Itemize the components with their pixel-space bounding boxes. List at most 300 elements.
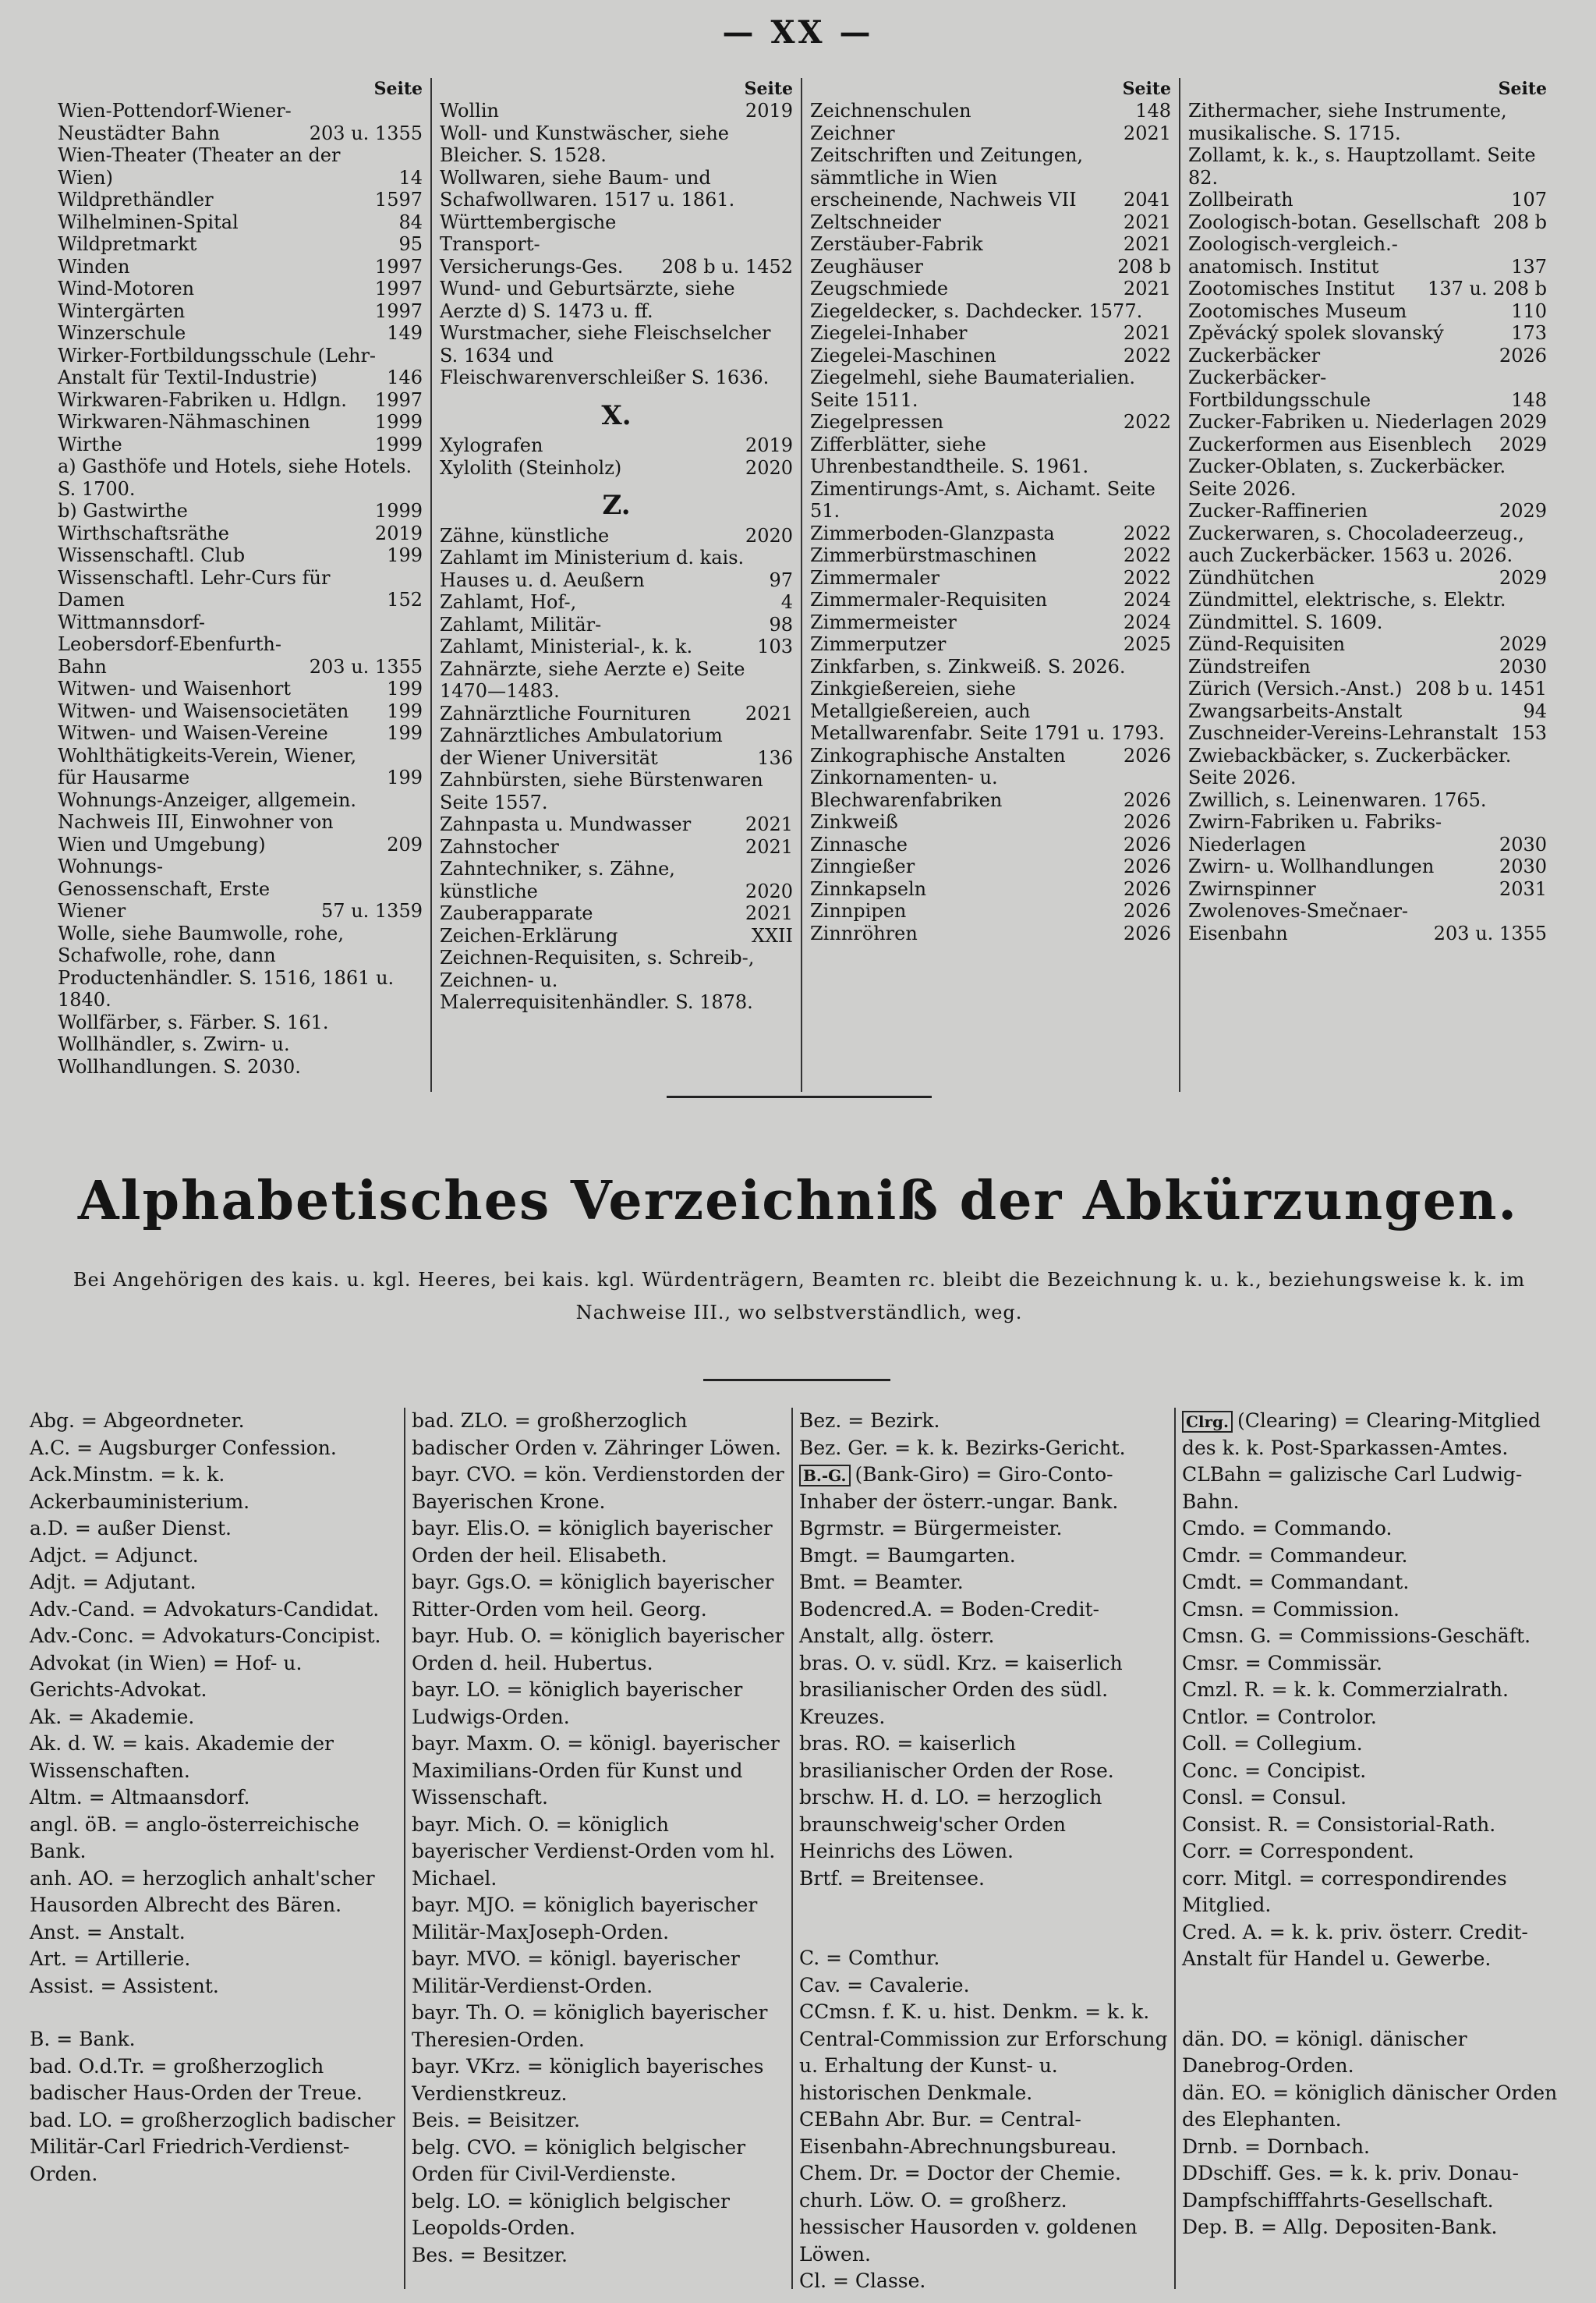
index-entry [810, 233, 1171, 256]
abbreviation-entry [1182, 1919, 1569, 1973]
entry-term: Witwen- und Waisen-Vereine [58, 722, 328, 744]
abbreviation-text: bayr. Hub. O. = königlich bayerischer Orden d. heil. Hubertus. [412, 1625, 784, 1674]
abbreviation-entry [30, 1812, 398, 1865]
abbreviation-entry [799, 1945, 1168, 1972]
abbreviation-entry [1182, 2134, 1569, 2161]
letter-heading: X. [601, 399, 632, 431]
abbreviation-text: Bes. = Besitzer. [412, 2243, 568, 2266]
abbreviation-text: Ak. = Akademie. [30, 1705, 195, 1728]
entry-term: Wildpretmarkt [58, 233, 197, 255]
entry-term: Zürich (Versich.-Anst.) [1188, 678, 1403, 700]
entry-term: Wollhändler, s. Zwirn- u. Wollhandlungen. S. 2030. [58, 1033, 301, 1078]
entry-page: 2029 [1499, 411, 1547, 433]
abbreviation-entry [412, 1569, 785, 1623]
abbreviation-text: bayr. LO. = königlich bayerischer Ludwigs-Orden. [412, 1678, 743, 1728]
entry-term: Zahlamt, Militär- [440, 613, 602, 636]
abbreviation-text: Cred. A. = k. k. priv. österr. Credit-Anstalt für Handel u. Gewerbe. [1182, 1920, 1528, 1970]
spacer [1182, 1973, 1569, 2000]
entry-term: Wind-Motoren [58, 278, 195, 299]
abbreviation-text: Cmdo. = Commando. [1182, 1517, 1393, 1539]
abbreviation-text: belg. LO. = königlich belgischer Leopolds-Orden. [412, 2189, 730, 2239]
entry-term: Zündmittel, elektrische, s. Elektr. Zündmittel. S. 1609. [1188, 589, 1506, 633]
entry-term: Wohnungs-Genossenschaft, Erste Wiener [58, 856, 271, 922]
entry-term: Wissenschaftl. Club [58, 544, 246, 566]
abbreviation-text: Adjct. = Adjunct. [30, 1543, 199, 1567]
index-entry [1188, 656, 1547, 678]
entry-page: 2025 [1123, 633, 1171, 655]
index-entry [810, 478, 1171, 523]
entry-term: Zwirnspinner [1188, 877, 1316, 900]
entry-term: Zeltschneider [810, 211, 941, 233]
abbreviation-text: bayr. Elis.O. = königlich bayerischer Orden der heil. Elisabeth. [412, 1517, 773, 1567]
entry-term: Zerstäuber-Fabrik [810, 233, 983, 255]
spacer [799, 1919, 1168, 1945]
index-entry [810, 544, 1171, 567]
entry-term: Zeichner [810, 122, 895, 144]
entry-page: 2041 [1123, 189, 1171, 211]
index-entry [1188, 633, 1547, 656]
entry-term: Zahntechniker, s. Zähne, künstliche [440, 858, 675, 902]
abbreviation-text: Adv.-Cand. = Advokaturs-Candidat. [30, 1597, 380, 1621]
section-divider-top [667, 1096, 932, 1098]
abbreviation-entry [799, 1515, 1168, 1543]
entry-page: 14 [398, 166, 423, 189]
entry-term: Ziegelei-Inhaber [810, 322, 968, 344]
entry-term: Wien-Theater (Theater an der Wien) [58, 144, 341, 189]
abbreviation-text: anh. AO. = herzoglich anhalt'scher Hausorden Albrecht des Bären. [30, 1866, 375, 1916]
entry-term: Zinnasche [810, 833, 908, 856]
abbreviation-text: Bez. = Bezirk. [799, 1409, 940, 1432]
entry-page: 136 [757, 746, 793, 769]
boxed-abbreviation: Clrg. [1182, 1411, 1233, 1433]
entry-page: 2022 [1123, 411, 1171, 433]
entry-term: Witwen- und Waisenhort [58, 678, 291, 700]
index-entry [58, 923, 423, 1012]
index-entry [440, 858, 793, 902]
abbreviation-entry [1182, 1812, 1569, 1839]
abbreviation-entry [412, 2135, 785, 2188]
entry-term: Zimmerputzer [810, 633, 947, 655]
entry-term: Zahnpasta u. Mundwasser [440, 813, 692, 835]
index-entry [440, 925, 793, 948]
entry-term: Zimmermaler-Requisiten [810, 589, 1048, 611]
index-entry [1188, 900, 1547, 944]
abbreviation-text: bras. RO. = kaiserlich brasilianischer Orden der Rose. [799, 1732, 1114, 1782]
index-entry [810, 523, 1171, 545]
entry-term: Zeichen-Erklärung [440, 924, 618, 947]
abbreviation-text: CEBahn Abr. Bur. = Central-Eisenbahn-Abrechnungsbureau. [799, 2108, 1117, 2158]
entry-page: 98 [769, 613, 793, 636]
index-entry [440, 836, 793, 859]
entry-term: Zeichnen-Requisiten, s. Schreib-, Zeichnen- u. Malerrequisitenhändler. S. 1878. [440, 947, 755, 1013]
abbreviation-entry [1182, 2160, 1569, 2214]
entry-page: 203 u. 1355 [309, 655, 423, 678]
entry-page: 2026 [1499, 344, 1547, 367]
abbreviation-text: B. = Bank. [30, 2028, 136, 2050]
abbreviation-entry [1182, 1462, 1569, 1515]
entry-term: Zimentirungs-Amt, s. Aichamt. Seite 51. [810, 477, 1155, 522]
index-entry [1188, 722, 1547, 745]
entry-page: 2029 [1499, 633, 1547, 655]
entry-page: XXII [751, 924, 793, 947]
index-entry [810, 300, 1171, 323]
abbreviation-text: Adjt. = Adjutant. [30, 1571, 196, 1593]
abbreviation-entry [412, 2188, 785, 2242]
abbreviation-entry [30, 1462, 398, 1515]
entry-term: Winzerschule [58, 322, 186, 344]
entry-page: 2026 [1123, 922, 1171, 944]
abbreviation-entry [30, 1704, 398, 1731]
entry-page: 208 b u. 1451 [1415, 678, 1547, 700]
abbreviation-entry [412, 2053, 785, 2107]
entry-page: 1999 [374, 500, 423, 522]
index-entry [440, 322, 793, 389]
entry-page: 2026 [1123, 811, 1171, 833]
index-entry [58, 345, 423, 389]
entry-page: 199 [387, 722, 423, 744]
index-entry [1188, 278, 1547, 300]
entry-term: Zauberapparate [440, 902, 593, 924]
entry-term: Zündhütchen [1188, 566, 1315, 589]
abbreviation-text: corr. Mitgl. = correspondirendes Mitglied. [1182, 1866, 1507, 1916]
index-entry [440, 525, 793, 547]
entry-page: 2026 [1123, 877, 1171, 900]
entry-page: 2026 [1123, 856, 1171, 877]
entry-term: Zuschneider-Vereins-Lehranstalt [1188, 722, 1499, 744]
entry-page: 1597 [374, 189, 423, 211]
index-entry [58, 856, 423, 923]
abbreviations-column-2 [405, 1408, 793, 2289]
abbreviation-entry [1182, 1731, 1569, 1758]
index-entry [440, 100, 793, 122]
index-entry [810, 633, 1171, 656]
abbreviation-entry [1182, 1650, 1569, 1678]
index-entry [58, 678, 423, 700]
abbreviation-text: Abg. = Abgeordneter. [30, 1409, 245, 1432]
entry-page: 2021 [1123, 278, 1171, 299]
boxed-abbreviation: B.-G. [799, 1465, 851, 1486]
abbreviation-entry [30, 1515, 398, 1543]
index-column-2 [432, 78, 802, 1092]
entry-page: 2029 [1499, 566, 1547, 589]
index-entry [440, 122, 793, 167]
abbreviation-entry [412, 1515, 785, 1569]
index-entry [440, 769, 793, 813]
entry-term: Zucker-Raffinerien [1188, 500, 1368, 522]
abbreviation-text: Cmzl. R. = k. k. Commerzialrath. [1182, 1678, 1509, 1701]
abbreviation-entry [799, 1999, 1168, 2106]
abbreviation-entry [30, 1865, 398, 1919]
abbreviation-entry [799, 1865, 1168, 1893]
abbreviation-entry [30, 2026, 398, 2053]
entry-page: 199 [387, 678, 423, 700]
index-entry [810, 322, 1171, 345]
index-entry [58, 322, 423, 345]
abbreviation-text: Cmdr. = Commandeur. [1182, 1543, 1408, 1567]
entry-term: Witwen- und Waisensocietäten [58, 700, 349, 722]
index-entry [810, 567, 1171, 590]
index-entry [58, 745, 423, 789]
entry-term: Wittmannsdorf-Leobersdorf-Ebenfurth-Bahn [58, 611, 281, 678]
abbreviation-text: Ak. d. W. = kais. Akademie der Wissenschaften. [30, 1732, 334, 1782]
entry-term: Wirker-Fortbildungsschule (Lehr-Anstalt für Textil-Industrie) [58, 344, 377, 388]
index-entry [58, 389, 423, 412]
index-entry [58, 1012, 423, 1034]
abbreviations-column-1 [23, 1408, 405, 2289]
entry-term: Wilhelminen-Spital [58, 211, 239, 233]
index-entry [58, 211, 423, 234]
abbreviation-text: (Bank-Giro) = Giro-Conto-Inhaber der österr.-ungar. Bank. [799, 1463, 1119, 1513]
entry-term: Zeugschmiede [810, 278, 949, 299]
index-entry [1188, 523, 1547, 567]
abbreviation-text: Chem. Dr. = Doctor der Chemie. [799, 2162, 1121, 2184]
entry-term: Zifferblätter, siehe Uhrenbestandtheile. S. 1961. [810, 433, 1089, 477]
entry-term: Zünd-Requisiten [1188, 633, 1346, 655]
abbreviation-text: Cl. = Classe. [799, 2269, 926, 2292]
abbreviation-entry [1182, 2214, 1569, 2241]
entry-term: Zinkornamenten- u. Blechwarenfabriken [810, 767, 1003, 811]
index-entry [440, 547, 793, 591]
index-entry [58, 434, 423, 456]
abbreviation-text: bad. ZLO. = großherzoglich badischer Orden v. Zähringer Löwen. [412, 1409, 781, 1459]
abbreviation-entry [412, 1462, 785, 1515]
abbreviation-text: Advokat (in Wien) = Hof- u. Gerichts-Advokat. [30, 1651, 303, 1701]
entry-term: Zpěvácký spolek slovanský [1188, 322, 1444, 344]
abbreviation-text: A.C. = Augsburger Confession. [30, 1436, 337, 1459]
entry-page: 2022 [1123, 566, 1171, 589]
entry-page: 1997 [374, 388, 423, 411]
entry-term: Zündstreifen [1188, 655, 1311, 678]
abbreviation-entry [412, 1677, 785, 1731]
abbreviation-entry [30, 1435, 398, 1462]
abbreviation-entry [799, 1784, 1168, 1865]
entry-page: 2019 [745, 434, 793, 456]
entry-term: Zinnpipen [810, 900, 907, 922]
entry-page: 1999 [374, 411, 423, 433]
abbreviations-column-3 [793, 1408, 1176, 2292]
entry-term: Zwangsarbeits-Anstalt [1188, 700, 1403, 722]
index-entry [810, 278, 1171, 300]
section-divider-middle [703, 1379, 890, 1381]
abbreviation-text: bayr. Ggs.O. = königlich bayerischer Ritter-Orden vom heil. Georg. [412, 1571, 774, 1621]
entry-term: Zahnbürsten, siehe Bürstenwaren Seite 1557. [440, 769, 763, 813]
abbreviation-text: Bmt. = Beamter. [799, 1571, 964, 1593]
abbreviation-entry [799, 1462, 1168, 1515]
entry-page: 2021 [1123, 233, 1171, 255]
entry-term: Zinngießer [810, 856, 915, 877]
index-column-3 [802, 78, 1180, 1092]
index-entry [1188, 789, 1547, 812]
entry-page: 2021 [1123, 211, 1171, 233]
entry-term: Zuckerformen aus Eisenblech [1188, 433, 1472, 455]
index-entry [58, 722, 423, 745]
entry-term: Zahlamt, Hof-, [440, 591, 577, 613]
entry-term: Zeichnenschulen [810, 100, 971, 122]
entry-term: Zinnkapseln [810, 877, 927, 900]
abbreviation-entry [30, 1973, 398, 2000]
index-entry [1188, 589, 1547, 633]
abbreviation-entry [412, 2242, 785, 2269]
abbreviation-text: C. = Comthur. [799, 1947, 940, 1969]
abbreviation-text: bayr. CVO. = kön. Verdienstorden der Bayerischen Krone. [412, 1463, 784, 1513]
entry-page: 153 [1511, 722, 1547, 744]
index-entry [58, 455, 423, 500]
abbreviation-text: bad. LO. = großherzoglich badischer Militär-Carl Friedrich-Verdienst-Orden. [30, 2108, 395, 2185]
abbreviation-text: Anst. = Anstalt. [30, 1920, 186, 1943]
entry-term: Zähne, künstliche [440, 524, 610, 547]
index-entry [1188, 345, 1547, 367]
abbreviation-entry [30, 2053, 398, 2107]
entry-term: Zwirn- u. Wollhandlungen [1188, 856, 1435, 877]
index-entry [58, 523, 423, 545]
abbreviation-text: Brtf. = Breitensee. [799, 1866, 985, 1890]
abbreviation-entry [30, 1731, 398, 1784]
abbreviation-entry [799, 2268, 1168, 2295]
entry-term: Wirkwaren-Fabriken u. Hdlgn. [58, 388, 347, 411]
seite-label: Seite [373, 79, 423, 99]
entry-page: 2022 [1123, 344, 1171, 367]
entry-term: Wirkwaren-Nähmaschinen [58, 411, 310, 433]
abbreviation-text: Coll. = Collegium. [1182, 1732, 1363, 1755]
abbreviation-entry [799, 1569, 1168, 1596]
index-entry [58, 700, 423, 723]
abbreviation-entry [799, 1408, 1168, 1435]
entry-page: 1999 [374, 433, 423, 455]
entry-page: 97 [769, 569, 793, 591]
spacer [799, 1892, 1168, 1919]
index-entry [1188, 856, 1547, 878]
entry-term: Wirthe [58, 433, 122, 455]
entry-page: 2019 [745, 100, 793, 122]
index-entry [810, 745, 1171, 767]
entry-page: 107 [1511, 189, 1547, 211]
entry-page: 2024 [1123, 611, 1171, 633]
abbreviation-text: angl. öB. = anglo-österreichische Bank. [30, 1812, 359, 1862]
entry-page: 2022 [1123, 522, 1171, 544]
index-entry [440, 947, 793, 1014]
entry-term: a) Gasthöfe und Hotels, siehe Hotels. S. 1700. [58, 455, 412, 500]
entry-term: Zahnärztliches Ambulatorium der Wiener Universität [440, 725, 723, 769]
entry-page: 94 [1523, 700, 1547, 722]
index-entry [58, 144, 423, 189]
entry-term: Zahlamt im Ministerium d. kais. Hauses u. d. Aeußern [440, 547, 745, 591]
entry-page: 2021 [1123, 322, 1171, 344]
entry-term: Ziegelmehl, siehe Baumaterialien. Seite 1511. [810, 367, 1136, 411]
abbreviation-entry [30, 2107, 398, 2188]
entry-page: 137 u. 208 b [1428, 278, 1547, 299]
abbreviation-text: Cmsn. = Commission. [1182, 1597, 1400, 1621]
entry-term: Ziegeldecker, s. Dachdecker. 1577. [810, 299, 1143, 322]
index-entry [1188, 455, 1547, 500]
abbreviation-text: Assist. = Assistent. [30, 1974, 219, 1997]
abbreviation-entry [1182, 2026, 1569, 2080]
index-entry [810, 923, 1171, 945]
entry-page: 152 [387, 589, 423, 611]
index-entry [1188, 500, 1547, 523]
entry-term: Zinkfarben, s. Zinkweiß. S. 2026. [810, 655, 1126, 678]
entry-term: Zinkweiß [810, 811, 898, 833]
abbreviation-text: belg. CVO. = königlich belgischer Orden für Civil-Verdienste. [412, 2135, 746, 2185]
index-entry [58, 300, 423, 323]
abbreviation-entry [1182, 1677, 1569, 1704]
abbreviation-entry [412, 1408, 785, 1462]
index-entry [1188, 211, 1547, 234]
index-column-4 [1180, 78, 1555, 1092]
index-entry [810, 811, 1171, 834]
index-entry [810, 900, 1171, 923]
abbreviation-text: bad. O.d.Tr. = großherzoglich badischer Haus-Orden der Treue. [30, 2054, 363, 2104]
abbreviations-title: Alphabetisches Verzeichniß der Abkürzungen. [77, 1170, 1519, 1232]
entry-page: 1997 [374, 299, 423, 322]
abbreviation-entry [30, 1408, 398, 1435]
seite-label: Seite [1122, 79, 1171, 99]
entry-page: 199 [387, 544, 423, 566]
index-entry [440, 457, 793, 480]
entry-page: 173 [1511, 322, 1547, 344]
index-entry [58, 189, 423, 211]
entry-term: Wollin [440, 100, 499, 122]
index-entry [1188, 745, 1547, 789]
abbreviation-text: Consl. = Consul. [1182, 1786, 1347, 1809]
entry-page: 203 u. 1355 [1433, 922, 1547, 944]
abbreviations-intro: Bei Angehörigen des kais. u. kgl. Heeres, bei kais. kgl. Würdenträgern, Beamten rc. bleibt die Bezeichnung k. u. k., beziehungsweise k. k. im Nachweise III., wo selbstverständlich, weg. [73, 1269, 1526, 1323]
entry-page: 2020 [745, 880, 793, 902]
abbreviation-entry [799, 1972, 1168, 2000]
index-column-1 [50, 78, 432, 1092]
abbreviation-entry [1182, 1569, 1569, 1596]
abbreviation-text: Altm. = Altmaansdorf. [30, 1786, 250, 1809]
entry-term: Zuckerbäcker-Fortbildungsschule [1188, 367, 1371, 411]
abbreviation-text: bayr. Th. O. = königlich bayerischer Theresien-Orden. [412, 2001, 768, 2051]
entry-term: Zwillich, s. Leinenwaren. 1765. [1188, 788, 1487, 811]
index-entry [1188, 878, 1547, 901]
abbreviation-text: bayr. Mich. O. = königlich bayerischer Verdienst-Orden vom hl. Michael. [412, 1812, 776, 1890]
entry-page: 2021 [745, 902, 793, 924]
entry-term: Zithermacher, siehe Instrumente, musikalische. S. 1715. [1188, 100, 1507, 144]
abbreviation-text: churh. Löw. O. = großherz. hessischer Hausorden v. goldenen Löwen. [799, 2188, 1138, 2266]
abbreviation-entry [1182, 1543, 1569, 1570]
entry-term: Zinkgießereien, siehe Metallgießereien, auch Metallwarenfabr. Seite 1791 u. 1793. [810, 678, 1165, 744]
index-entry [440, 703, 793, 725]
abbreviation-text: Conc. = Concipist. [1182, 1759, 1367, 1782]
entry-term: Wohnungs-Anzeiger, allgemein. Nachweis III, Einwohner von Wien und Umgebung) [58, 788, 357, 856]
index-entry [810, 834, 1171, 856]
entry-page: 103 [757, 636, 793, 657]
index-entry [58, 567, 423, 611]
page-number: — XX — [722, 14, 874, 51]
index-entry [440, 167, 793, 211]
abbreviation-text: Drnb. = Dornbach. [1182, 2135, 1370, 2158]
abbreviation-text: Adv.-Conc. = Advokaturs-Concipist. [30, 1625, 381, 1647]
index-entry [810, 345, 1171, 367]
entry-term: Zuckerbäcker [1188, 344, 1321, 367]
abbreviation-text: CLBahn = galizische Carl Ludwig-Bahn. [1182, 1463, 1523, 1513]
letter-heading: Z. [602, 490, 631, 521]
entry-page: 4 [780, 591, 793, 613]
abbreviation-entry [1182, 1408, 1569, 1462]
index-entry [440, 725, 793, 769]
entry-page: 110 [1511, 299, 1547, 322]
abbreviation-entry [799, 1435, 1168, 1462]
index-entry [440, 658, 793, 703]
abbreviation-text: Beis. = Beisitzer. [412, 2109, 580, 2131]
index-entry [440, 434, 793, 457]
abbreviation-text: bayr. MVO. = königl. bayerischer Militär-Verdienst-Orden. [412, 1947, 740, 1997]
abbreviation-entry [30, 1946, 398, 1973]
index-entry [58, 544, 423, 567]
entry-page: 2026 [1123, 833, 1171, 856]
entry-page: 2021 [745, 702, 793, 725]
